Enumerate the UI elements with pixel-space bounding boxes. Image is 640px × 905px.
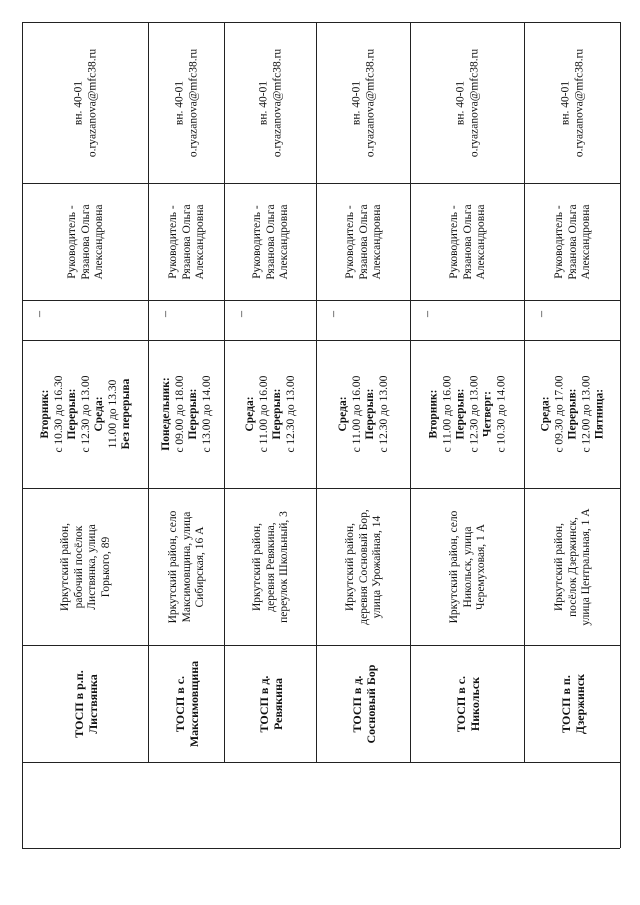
contact-text-line: вн. 40-01 xyxy=(72,80,84,125)
schedule-line: с 10.30 до 16.30 xyxy=(51,375,64,453)
schedule-line: Перерыв: xyxy=(270,388,283,440)
table-border-bottom xyxy=(22,848,620,849)
head-text-line: Руководитель - xyxy=(343,204,356,279)
cell-name xyxy=(411,646,524,761)
contact-text xyxy=(454,48,481,156)
contact-text-line: вн. 40-01 xyxy=(350,80,362,125)
schedule-text xyxy=(539,375,607,452)
schedule-line: с 09.00 до 18.00 xyxy=(173,375,185,453)
schedule-line: с 12.30 до 13.00 xyxy=(78,375,91,453)
dash-mark: – xyxy=(31,311,46,318)
office-name xyxy=(559,673,587,733)
office-name-line: Листвянка xyxy=(85,673,100,734)
cell-name xyxy=(317,646,410,761)
address-text-line: Листвянка, улица xyxy=(85,523,98,610)
address-text-line: Иркутский район, xyxy=(58,522,71,611)
cell-dash xyxy=(525,301,620,339)
cell-dash xyxy=(149,301,224,339)
schedule-line: Понедельник: xyxy=(159,377,172,451)
schedule-line: Среда: xyxy=(538,396,551,432)
head-text-line: Александровна xyxy=(277,204,290,280)
schedule-line: Вторник: xyxy=(427,389,439,439)
cell-dash xyxy=(411,301,524,339)
head-text-line: Александровна xyxy=(474,204,487,280)
head-text-line: Руководитель - xyxy=(447,204,460,279)
cell-name xyxy=(225,646,316,761)
schedule-line: Перерыв: xyxy=(186,388,199,440)
cell-dash xyxy=(317,301,410,339)
head-text-line: Рязанова Ольга xyxy=(78,203,91,280)
office-name-line: Сосновый Бор xyxy=(363,664,378,743)
cell-head xyxy=(149,184,224,299)
cell-contact xyxy=(525,23,620,182)
office-name-line: ТОСП в п. xyxy=(558,674,573,733)
schedule-line: Пятница: xyxy=(592,388,605,440)
cell-head xyxy=(225,184,316,299)
table-border-right xyxy=(620,22,621,848)
dash-mark: – xyxy=(419,311,434,318)
head-text xyxy=(343,204,384,279)
cell-schedule xyxy=(149,341,224,487)
schedule-line: с 12.30 до 13.00 xyxy=(284,375,296,453)
office-name xyxy=(454,675,482,731)
office-name xyxy=(350,664,378,743)
contact-text-line: вн. 40-01 xyxy=(173,80,185,125)
schedule-line: Перерыв: xyxy=(65,388,78,440)
address-text-line: рабочий посёлок xyxy=(72,525,84,608)
office-name-line: Дзержинск xyxy=(572,673,587,734)
head-text-line: Рязанова Ольга xyxy=(565,203,578,280)
contact-text-line[interactable]: o.ryazanova@mfc38.ru xyxy=(270,48,283,157)
cell-head xyxy=(525,184,620,299)
head-text xyxy=(166,204,207,279)
contact-text-line: вн. 40-01 xyxy=(559,80,571,125)
head-text-line: Александровна xyxy=(92,204,105,280)
address-text-line: улица Центральная, 1 А xyxy=(579,507,592,626)
dash-mark: – xyxy=(157,311,172,318)
dash-mark: – xyxy=(233,311,248,318)
office-name-line: ТОСП в р.п. xyxy=(71,669,86,738)
cell-dash xyxy=(23,301,148,339)
schedule-line: Четверг: xyxy=(481,391,493,437)
cell-contact xyxy=(411,23,524,182)
address-text-line: Иркутский район, xyxy=(343,522,356,611)
dash-mark: – xyxy=(533,311,548,318)
head-text-line: Руководитель - xyxy=(65,204,78,279)
schedule-line: Среда: xyxy=(336,396,349,432)
address-text-line: Сибирская, 16 А xyxy=(193,526,206,607)
address-text-line: посёлок Дзержинск, xyxy=(565,516,578,617)
contact-text-line[interactable]: o.ryazanova@mfc38.ru xyxy=(363,48,376,157)
contact-text-line[interactable]: o.ryazanova@mfc38.ru xyxy=(85,48,98,157)
head-text xyxy=(447,204,488,279)
cell-schedule xyxy=(23,341,148,487)
schedule-line: с 13.00 до 14.00 xyxy=(200,375,212,453)
head-text-line: Александровна xyxy=(193,204,206,280)
head-text xyxy=(65,204,106,279)
cell-schedule xyxy=(317,341,410,487)
address-text xyxy=(166,510,207,623)
office-name-line: Никольск xyxy=(467,676,482,731)
contact-text-line: вн. 40-01 xyxy=(454,80,466,125)
head-text xyxy=(552,204,593,279)
table-line xyxy=(22,762,620,763)
cell-address xyxy=(411,489,524,644)
cell-address xyxy=(317,489,410,644)
cell-head xyxy=(317,184,410,299)
schedule-text xyxy=(427,375,508,452)
contact-text xyxy=(72,48,99,156)
address-text xyxy=(59,522,113,610)
cell-schedule xyxy=(411,341,524,487)
cell-contact xyxy=(317,23,410,182)
schedule-text xyxy=(337,375,391,452)
office-name-line: ТОСП в с. xyxy=(453,675,468,732)
schedule-line: Перерыв: xyxy=(363,388,376,440)
head-text-line: Рязанова Ольга xyxy=(356,203,369,280)
cell-name xyxy=(23,646,148,761)
address-text xyxy=(552,508,593,625)
head-text-line: Александровна xyxy=(579,204,592,280)
schedule-line: с 12.30 до 13.00 xyxy=(467,375,480,453)
schedule-line: Среда: xyxy=(92,396,105,432)
address-text-line: Иркутский район, xyxy=(552,522,565,611)
cell-schedule xyxy=(525,341,620,487)
dash-mark: – xyxy=(325,311,340,318)
contact-text-line[interactable]: o.ryazanova@mfc38.ru xyxy=(467,48,480,157)
cell-address xyxy=(149,489,224,644)
address-text-line: Никольск, улица xyxy=(460,526,473,607)
schedule-line: с 09.30 до 17.00 xyxy=(552,375,565,453)
office-name-line: Ревякина xyxy=(270,677,285,730)
cell-address xyxy=(525,489,620,644)
schedule-line: с 11.00 до 16.00 xyxy=(257,375,269,453)
schedule-line: Перерыв: xyxy=(565,388,578,440)
head-text-line: Рязанова Ольга xyxy=(179,203,192,280)
head-text-line: Рязанова Ольга xyxy=(263,203,276,280)
contact-text xyxy=(559,48,586,156)
schedule-line: с 11.00 до 16.00 xyxy=(440,375,453,453)
address-text-line: улица Урожайная, 14 xyxy=(370,515,383,618)
contact-text-line: вн. 40-01 xyxy=(257,80,269,125)
schedule-line: с 11.00 до 16.00 xyxy=(350,375,362,453)
head-text xyxy=(250,204,291,279)
office-name-line: ТОСП в с. xyxy=(172,675,187,732)
address-text-line: Иркутский район, село xyxy=(166,510,179,623)
cell-head xyxy=(23,184,148,299)
schedule-text xyxy=(244,375,298,452)
contact-text xyxy=(350,48,377,156)
cell-dash xyxy=(225,301,316,339)
schedule-text xyxy=(160,375,214,452)
office-name xyxy=(72,670,100,737)
address-text xyxy=(447,510,488,623)
schedule-line: с 10.30 до 14.00 xyxy=(494,375,507,453)
schedule-line: с 12.00 до 13.00 xyxy=(579,375,592,453)
address-text-line: Горького, 89 xyxy=(99,536,111,597)
cell-name xyxy=(525,646,620,761)
address-text-line: Иркутский район, село xyxy=(447,510,460,623)
schedule-line: с 12.30 до 13.00 xyxy=(377,375,389,453)
cell-name xyxy=(149,646,224,761)
schedule-line: 11.00 до 13.30 xyxy=(105,379,118,449)
cell-contact xyxy=(225,23,316,182)
address-text-line: Черемуховая, 1 А xyxy=(474,523,487,610)
address-text-line: Максимовщина, улица xyxy=(179,511,192,622)
address-text-line: переулок Школьный, 3 xyxy=(277,510,290,623)
schedule-line: Среда: xyxy=(243,396,256,432)
cell-schedule xyxy=(225,341,316,487)
head-text-line: Руководитель - xyxy=(166,204,179,279)
office-name-line: ТОСП в д. xyxy=(256,675,271,732)
head-text-line: Александровна xyxy=(370,204,383,280)
cell-address xyxy=(225,489,316,644)
address-text-line: Иркутский район, xyxy=(250,522,263,611)
office-name-line: ТОСП в д. xyxy=(349,675,364,732)
address-text xyxy=(250,511,291,623)
cell-contact xyxy=(23,23,148,182)
contact-text xyxy=(257,48,284,156)
office-name-line: Максимовщина xyxy=(186,660,201,747)
schedule-text xyxy=(38,375,133,452)
schedule-line: Вторник: xyxy=(38,389,51,439)
address-text-line: деревня Ревякина, xyxy=(263,521,276,612)
cell-head xyxy=(411,184,524,299)
head-text-line: Руководитель - xyxy=(250,204,263,279)
contact-text-line[interactable]: o.ryazanova@mfc38.ru xyxy=(186,48,199,157)
contact-text xyxy=(173,48,200,156)
schedule-line: Перерыв: xyxy=(454,388,466,440)
cell-address xyxy=(23,489,148,644)
office-name xyxy=(257,675,285,732)
head-text-line: Рязанова Ольга xyxy=(460,203,473,280)
cell-contact xyxy=(149,23,224,182)
address-text xyxy=(343,509,384,624)
head-text-line: Руководитель - xyxy=(552,204,565,279)
office-name xyxy=(173,660,201,746)
contact-text-line[interactable]: o.ryazanova@mfc38.ru xyxy=(572,48,585,157)
schedule-line: Без перерыва xyxy=(119,378,132,450)
address-text-line: деревня Сосновый Бор, xyxy=(356,508,369,625)
